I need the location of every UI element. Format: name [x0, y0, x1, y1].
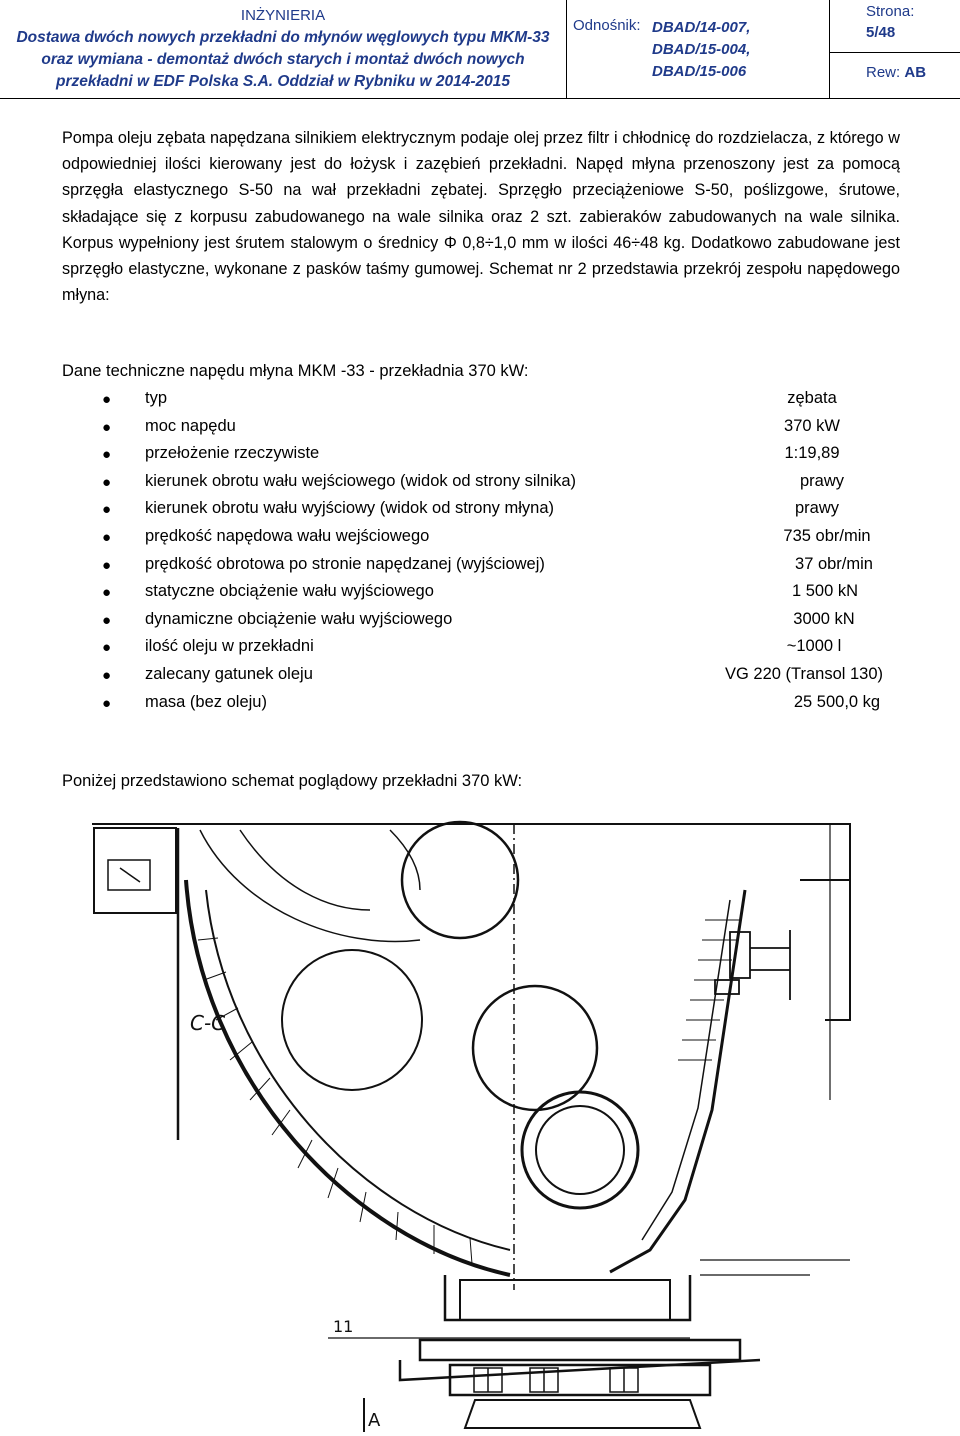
- spec-value: 1 500 kN: [791, 582, 859, 601]
- spec-row: [0, 580, 960, 608]
- spec-row: [0, 691, 960, 719]
- corner-label: A: [368, 1410, 381, 1431]
- housing-right-diagonal: [610, 890, 745, 1272]
- housing-arc-outer: [186, 880, 510, 1275]
- reference-value-3: DBAD/15-006: [652, 63, 747, 80]
- section-label: C-C: [190, 1011, 226, 1035]
- spec-value: zębata: [787, 389, 837, 407]
- gear-circle-bearing-inner: [536, 1106, 624, 1194]
- title-line-1: Dostawa dwóch nowych przekładni do młynów węglowych typu MKM-33: [16, 29, 550, 46]
- reference-value-2: DBAD/15-004,: [652, 41, 751, 58]
- spec-value: 37 obr/min: [795, 554, 873, 573]
- bullet-icon: ●: [102, 666, 112, 684]
- upper-arc-1: [200, 830, 420, 942]
- reference-value-1: DBAD/14-007,: [652, 19, 751, 36]
- spec-value: 3000 kN: [793, 609, 855, 628]
- spec-row: [0, 553, 960, 581]
- gear-circle-left: [282, 950, 422, 1090]
- bullet-icon: ●: [102, 473, 112, 491]
- bullet-icon: ●: [102, 584, 112, 602]
- spec-row: [0, 497, 960, 525]
- spec-value: prawy: [799, 471, 844, 490]
- spec-value: 735 obr/min: [783, 526, 871, 545]
- spec-label: zalecany gatunek oleju: [145, 664, 313, 683]
- spec-label: kierunek obrotu wału wejściowego (widok od strony silnika): [145, 471, 577, 490]
- spec-value: ~1000 l: [786, 637, 842, 656]
- spec-row: [0, 470, 960, 498]
- bullet-icon: ●: [102, 639, 112, 657]
- spec-value: 370 kW: [784, 416, 840, 435]
- spec-label: przełożenie rzeczywiste: [145, 444, 320, 463]
- specs-heading: Dane techniczne napędu młyna MKM -33 - przekładnia 370 kW:: [62, 362, 529, 380]
- spec-label: masa (bez oleju): [145, 692, 267, 711]
- spec-label: kierunek obrotu wału wyjściowy (widok od strony młyna): [145, 499, 554, 518]
- document-title: [0, 27, 566, 93]
- spec-row: [0, 663, 960, 691]
- housing-right-frame: [800, 880, 850, 1020]
- bullet-icon: ●: [102, 501, 112, 519]
- housing-arc-inner: [206, 890, 510, 1250]
- arc-hatching: [198, 938, 472, 1264]
- department-label: INŻYNIERIA: [240, 7, 326, 24]
- revision-value: AB: [904, 64, 927, 81]
- right-rail: [700, 1260, 850, 1275]
- reference-values: [652, 17, 750, 83]
- header-reference-cell: [567, 0, 830, 99]
- specs-list: [0, 387, 960, 718]
- spec-row: [0, 442, 960, 470]
- spec-row: [0, 415, 960, 443]
- page-number: 5/48: [866, 24, 896, 41]
- part-number: 11: [333, 1317, 354, 1336]
- bullet-icon: ●: [102, 528, 112, 546]
- spec-value: VG 220 (Transol 130): [724, 664, 884, 683]
- drawing-caption: Poniżej przedstawiono schemat poglądowy przekładni 370 kW:: [62, 772, 523, 790]
- spec-label: prędkość napędowa wału wejściowego: [145, 526, 430, 545]
- bullet-icon: ●: [102, 391, 112, 408]
- header-title-cell: [0, 0, 567, 99]
- pedestal: [400, 1275, 760, 1428]
- spec-value: prawy: [794, 499, 839, 518]
- header-page-cell: [830, 0, 960, 99]
- bullet-icon: ●: [102, 556, 112, 574]
- spec-label: typ: [145, 389, 168, 407]
- revision: [866, 64, 926, 81]
- gearbox-section-drawing: [90, 820, 950, 1432]
- spec-label: ilość oleju w przekładni: [145, 637, 314, 656]
- housing-top-edge: [92, 824, 850, 880]
- title-line-3: przekładni w EDF Polska S.A. Oddział w Rybniku w 2014-2015: [56, 73, 510, 90]
- spec-value: 1:19,89: [784, 444, 840, 463]
- page-label: Strona:: [866, 3, 915, 20]
- spec-label: statyczne obciążenie wału wyjściowego: [145, 582, 434, 601]
- spec-row: [0, 635, 960, 663]
- bullet-icon: ●: [102, 446, 112, 464]
- body-paragraph: Pompa oleju zębata napędzana silnikiem elektrycznym podaje olej przez filtr i chłodnicę do rozdzielacza, z którego w odpowiedniej ilości kierowany jest do łożysk i zazębień przekładni. Napęd młyna przenoszony jest za pomocą sprzęgła elastycznego S-50 na wał przekładni zębatej. Sprzęgło przeciążeniowe S-50, poślizgowe, śrutowe, składające się z korpusu zabudowanego na wale silnika oraz 2 szt. zabieraków zabudowanych na wale silnika. Korpus wypełniony jest śrutem stalowym o średnicy Φ 0,8÷1,0 mm w ilości 46÷48 kg. Dodatkowo zabudowane jest sprzęgło elastyczne, wykonane z pasków taśmy gumowej. Schemat nr 2 przedstawia przekrój zespołu napędowego młyna:: [62, 129, 900, 305]
- gear-circle-bearing-outer: [522, 1092, 638, 1208]
- document-header: [0, 0, 960, 100]
- bullet-icon: ●: [102, 418, 112, 436]
- spec-label: prędkość obrotowa po stronie napędzanej (wyjściowej): [145, 554, 545, 573]
- spec-row: [0, 387, 960, 415]
- left-flange-detail: [108, 860, 150, 890]
- page-divider: [830, 52, 960, 53]
- spec-label: dynamiczne obciążenie wału wyjściowego: [145, 609, 453, 628]
- left-flange-box: [94, 828, 176, 913]
- spec-label: moc napędu: [145, 416, 236, 435]
- spec-row: [0, 525, 960, 553]
- reference-label: Odnośnik:: [573, 17, 641, 34]
- spec-value: 25 500,0 kg: [793, 692, 881, 711]
- title-line-2: oraz wymiana - demontaż dwóch starych i montaż dwóch nowych: [41, 51, 525, 68]
- bullet-icon: ●: [102, 611, 112, 629]
- revision-label: Rew:: [866, 64, 901, 81]
- bullet-icon: ●: [102, 694, 112, 712]
- spec-row: [0, 608, 960, 636]
